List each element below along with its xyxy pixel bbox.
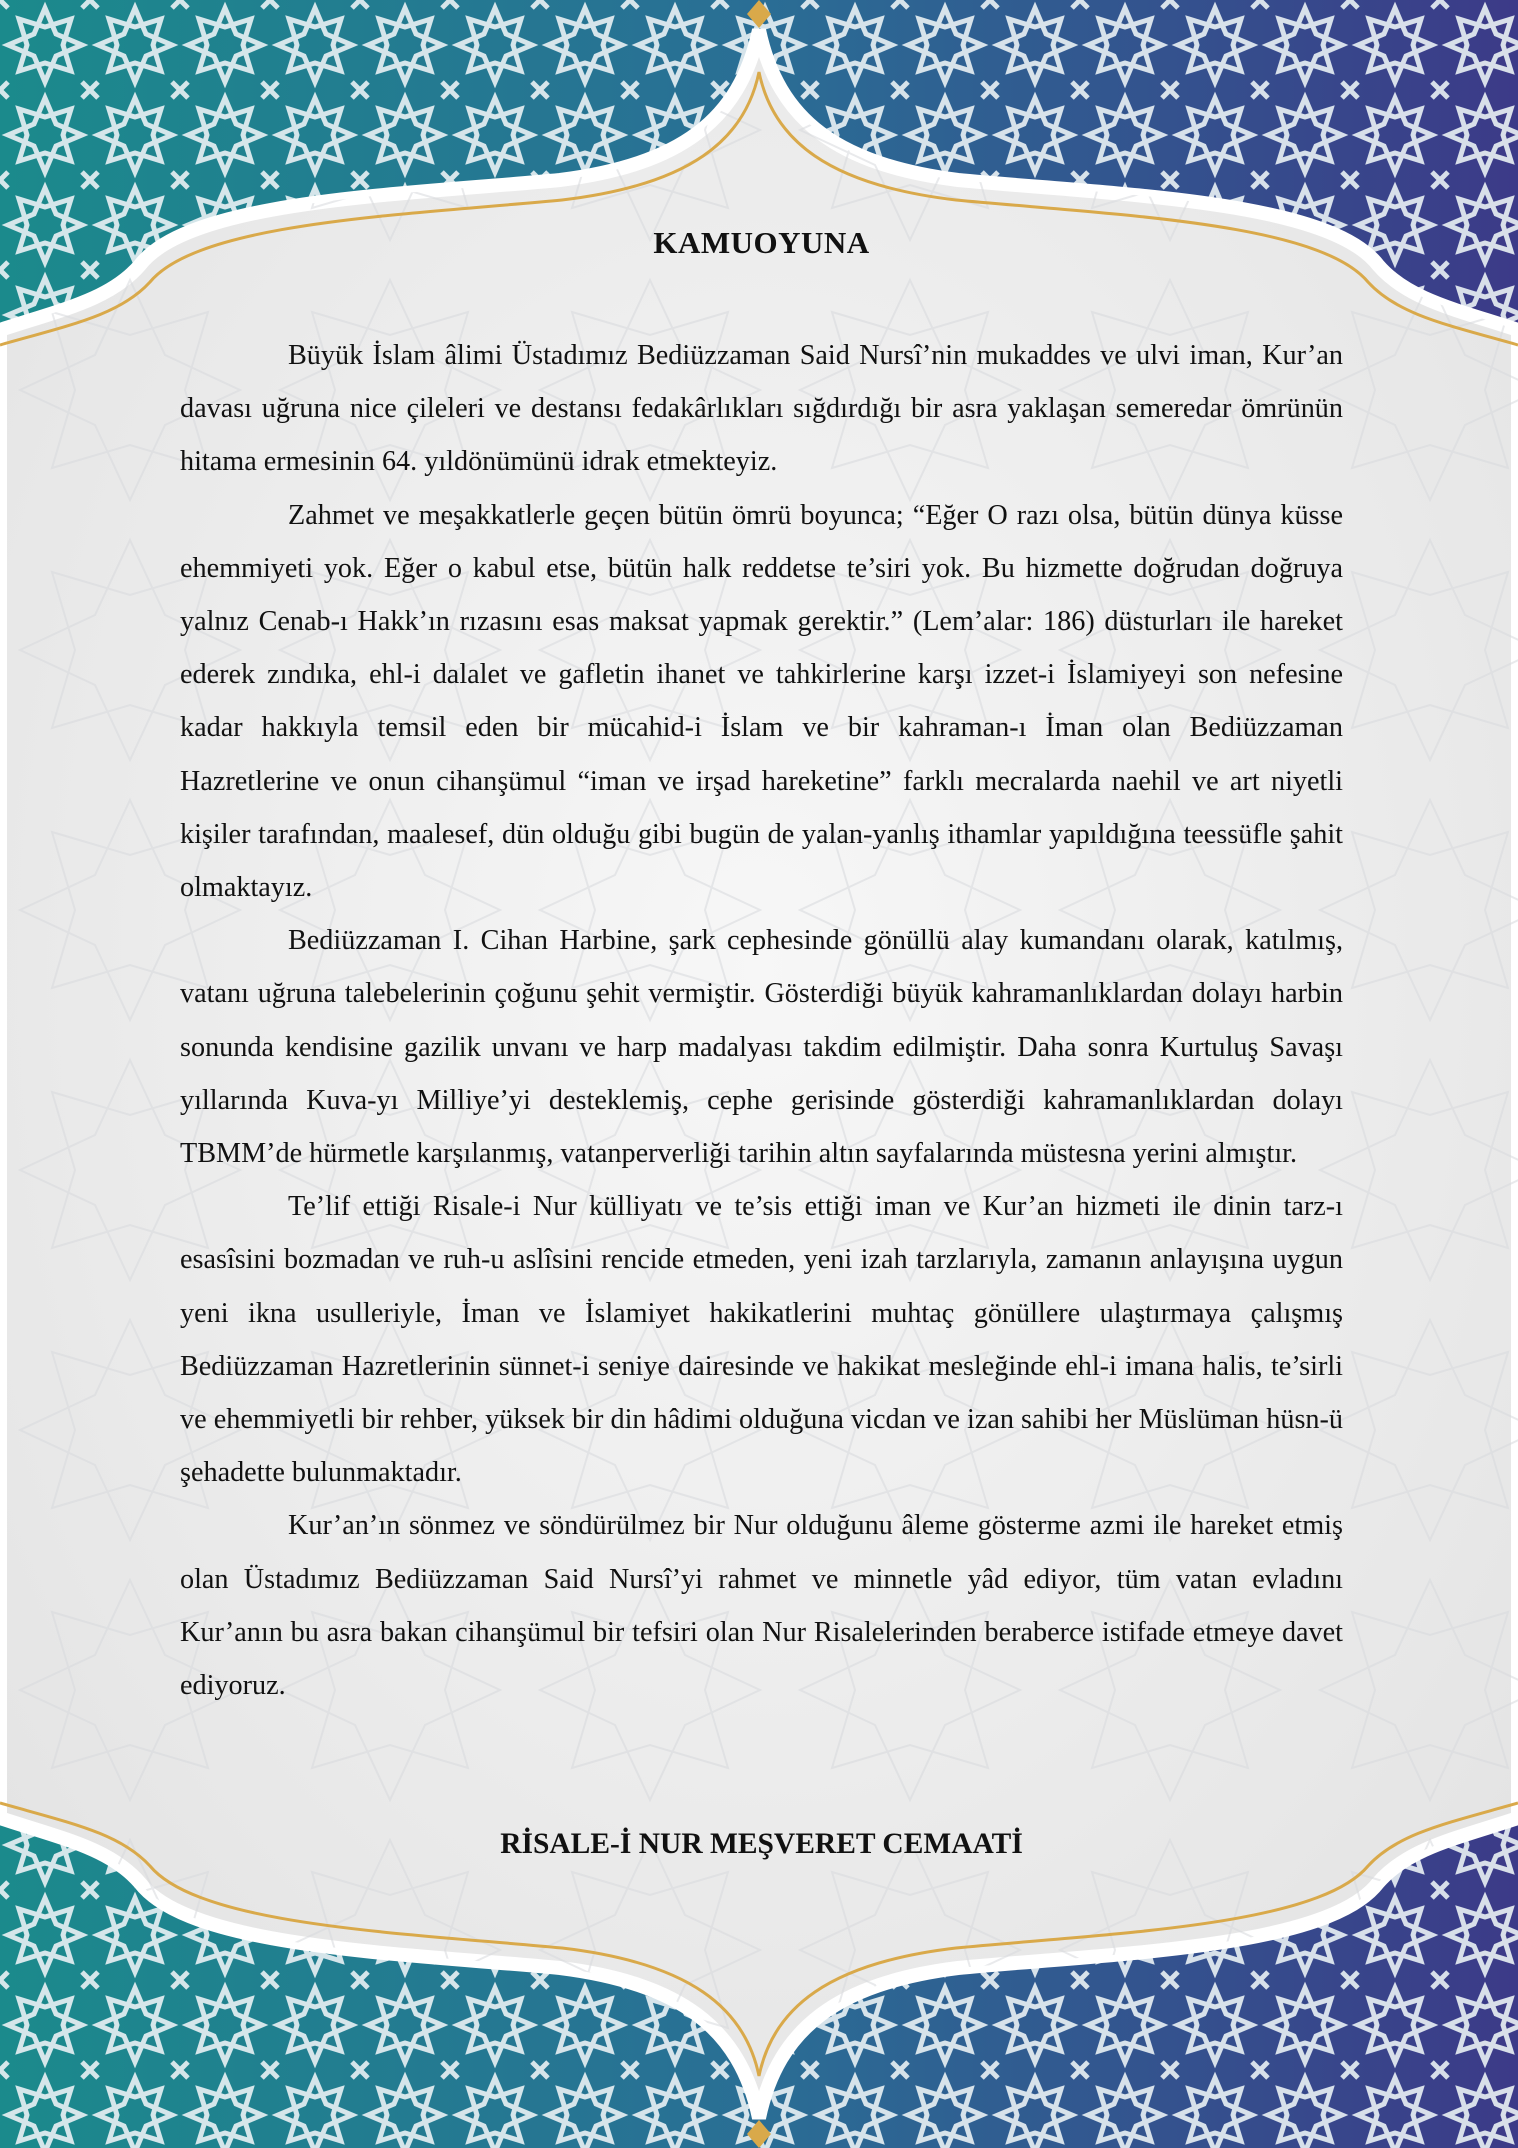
page-title: KAMUOYUNA bbox=[653, 225, 870, 260]
paragraph: Zahmet ve meşakkatlerle geçen bütün ömrü boyunca; “Eğer O razı olsa, bütün dünya küsse ehemmiyeti yok. Eğer o kabul etse, bütün halk reddetse te’siri yok. Bu hizmette doğrudan doğruya yalnız Cenab-ı Hakk’ın rızasını esas maksat yapmak gerektir.” (Lem’alar: 186) düsturları ile hareket ederek zındıka, ehl-i dalalet ve gafletin ihanet ve tahkirlerine karşı izzet-i İslamiyeyi son nefesine kadar hakkıyla temsil eden bir mücahid-i İslam ve bir kahraman-ı İman olan Bediüzzaman Hazretlerine ve onun cihanşümul “iman ve irşad hareketine” farklı mecralarda naehil ve art niyetli kişiler tarafından, maalesef, dün olduğu gibi bugün de yalan-yanlış ithamlar yapıldığına teessüfle şahit olmaktayız. bbox=[180, 499, 1343, 904]
paragraph: Kur’an’ın sönmez ve söndürülmez bir Nur olduğunu âleme gösterme azmi ile hareket etmiş olan Üstadımız Bediüzzaman Said Nursî’yi rahmet ve minnetle yâd ediyor, tüm vatan evladını Kur’anın bu asra bakan cihanşümul bir tefsiri olan Nur Risalelerinden beraberce istifade etmeye davet ediyoruz. bbox=[180, 1510, 1343, 1702]
signature: RİSALE-İ NUR MEŞVERET CEMAATİ bbox=[500, 1828, 1023, 1860]
paragraph: Bediüzzaman I. Cihan Harbine, şark cephesinde gönüllü alay kumandanı olarak, katılmış, vatanı uğruna talebelerinin çoğunu şehit vermiştir. Gösterdiği büyük kahramanlıklardan dolayı harbin sonunda kendisine gazilik unvanı ve harp madalyası takdim edilmiştir. Daha sonra Kurtuluş Savaşı yıllarında Kuva-yı Milliye’yi desteklemiş, cephe gerisinde gösterdiği kahramanlıklardan dolayı TBMM’de hürmetle karşılanmış, vatanperverliği tarihin altın sayfalarında müstesna yerini almıştır. bbox=[180, 925, 1343, 1170]
paragraph: Büyük İslam âlimi Üstadımız Bediüzzaman Said Nursî’nin mukaddes ve ulvi iman, Kur’an davası uğruna nice çileleri ve destansı fedakârlıkları sığdırdığı bir asra yaklaşan semeredar ömrünün hitama ermesinin 64. yıldönümünü idrak etmekteyiz. bbox=[180, 340, 1343, 478]
letter-body bbox=[180, 225, 1343, 1712]
paragraph: Te’lif ettiği Risale-i Nur külliyatı ve te’sis ettiği iman ve Kur’an hizmeti ile dinin tarz-ı esasîsini bozmadan ve ruh-u aslîsini rencide etmeden, yeni izah tarzlarıyla, zamanın anlayışına uygun yeni ikna usulleriyle, İman ve İslamiyet hakikatlerini muhtaç gönüllere ulaştırmaya çalışmış Bediüzzaman Hazretlerinin sünnet-i seniye dairesinde ve hakikat mesleğinde ehl-i imana halis, te’sirli ve ehemmiyetli bir rehber, yüksek bir din hâdimi olduğuna vicdan ve izan sahibi her Müslüman hüsn-ü şehadette bulunmaktadır. bbox=[180, 1191, 1343, 1489]
